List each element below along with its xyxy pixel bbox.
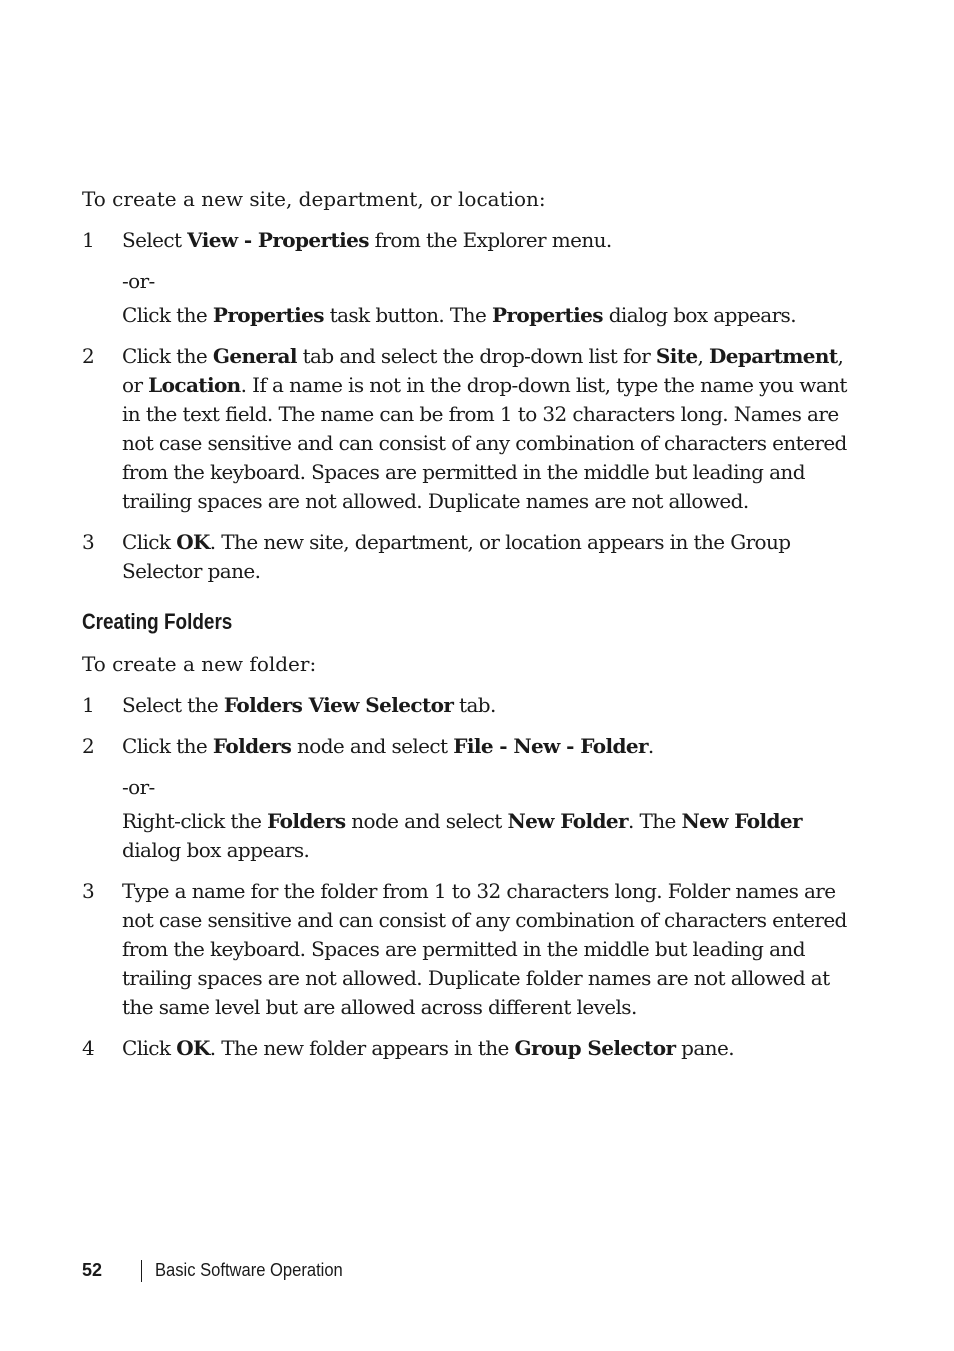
step-number: 2 — [82, 344, 95, 368]
footer-divider — [141, 1260, 142, 1282]
step-text: Select View - Properties from the Explorer menu. — [122, 228, 612, 252]
step-number: 3 — [82, 530, 95, 554]
step-text-line: trailing spaces are not allowed. Duplicate names are not allowed. — [122, 489, 749, 513]
step-alt-text-line: dialog box appears. — [122, 838, 310, 862]
step-text-line: or Location. If a name is not in the drop-down list, type the name you want — [122, 373, 847, 397]
step-alt-text: Click the Properties task button. The Properties dialog box appears. — [122, 303, 796, 327]
step-text-line: in the text field. The name can be from 1 to 32 characters long. Names are — [122, 402, 839, 426]
step-alt-text-line: Right-click the Folders node and select New Folder. The New Folder — [122, 809, 802, 833]
step-number: 4 — [82, 1036, 95, 1060]
step-text-line: Click OK. The new site, department, or location appears in the Group — [122, 530, 791, 554]
step-text-line: not case sensitive and can consist of any combination of characters entered — [122, 431, 847, 455]
step-text: Click OK. The new folder appears in the Group Selector pane. — [122, 1036, 734, 1060]
step-number: 1 — [82, 693, 95, 717]
step-body — [122, 528, 872, 586]
step-text-line: Type a name for the folder from 1 to 32 characters long. Folder names are — [122, 879, 836, 903]
intro-paragraph: To create a new site, department, or location: — [82, 187, 546, 211]
footer-section-title: Basic Software Operation — [155, 1260, 343, 1280]
step-body — [122, 1034, 872, 1063]
step-body — [122, 226, 872, 255]
step-text: Select the Folders View Selector tab. — [122, 693, 496, 717]
step-text-line: Selector pane. — [122, 559, 261, 583]
step-text-line: trailing spaces are not allowed. Duplicate folder names are not allowed at — [122, 966, 830, 990]
step-number: 3 — [82, 879, 95, 903]
step-number: 1 — [82, 228, 95, 252]
or-separator: -or- — [122, 775, 155, 799]
step-text-line: not case sensitive and can consist of any combination of characters entered — [122, 908, 847, 932]
step-text: Click the Folders node and select File - New - Folder. — [122, 734, 654, 758]
step-body — [122, 732, 872, 761]
step-body — [122, 877, 872, 1022]
step-text-line: from the keyboard. Spaces are permitted in the middle but leading and — [122, 460, 805, 484]
step-body — [122, 691, 872, 720]
step-number: 2 — [82, 734, 95, 758]
or-separator: -or- — [122, 269, 155, 293]
intro-paragraph: To create a new folder: — [82, 652, 317, 676]
step-text-line: Click the General tab and select the drop-down list for Site, Department, — [122, 344, 844, 368]
page-number: 52 — [82, 1260, 103, 1280]
section-heading: Creating Folders — [82, 609, 233, 634]
step-body — [122, 342, 872, 516]
step-text-line: from the keyboard. Spaces are permitted in the middle but leading and — [122, 937, 805, 961]
step-text-line: the same level but are allowed across different levels. — [122, 995, 637, 1019]
